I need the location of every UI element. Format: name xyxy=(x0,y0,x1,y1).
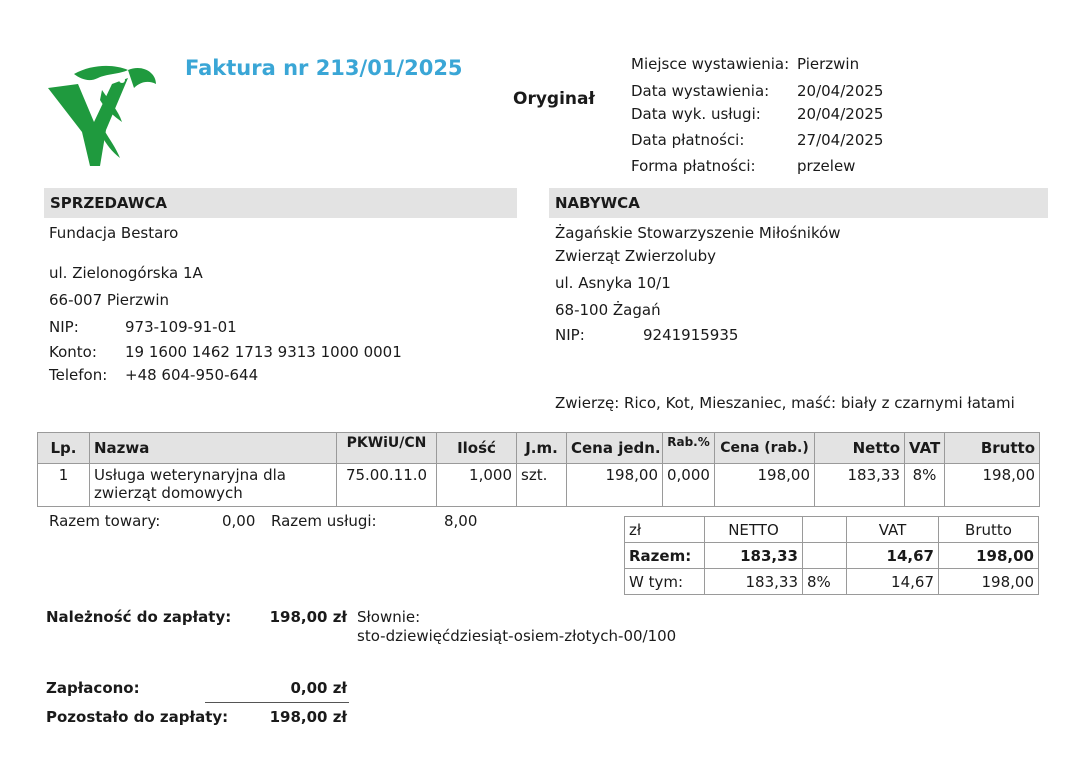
summary-breakdown-row xyxy=(625,569,1039,595)
col-net: Netto xyxy=(815,433,905,464)
col-gross: Brutto xyxy=(945,433,1040,464)
col-unit-price: Cena jedn. xyxy=(567,433,663,464)
buyer-name-line2: Zwierząt Zwierzoluby xyxy=(555,247,717,265)
summary-currency: zł xyxy=(625,517,705,543)
summary-total-row xyxy=(625,543,1039,569)
cell-net: 183,33 xyxy=(815,464,905,507)
cell-discount: 0,000 xyxy=(663,464,715,507)
summary-rate-header xyxy=(803,517,847,543)
animal-note: Zwierzę: Rico, Kot, Mieszaniec, maść: biały z czarnymi łatami xyxy=(555,394,1015,412)
cell-vat: 8% xyxy=(905,464,945,507)
summary-total-gross: 198,00 xyxy=(939,543,1039,569)
col-vat: VAT xyxy=(905,433,945,464)
vat-summary-table xyxy=(624,516,1039,595)
cell-unit: szt. xyxy=(517,464,567,507)
seller-city: 66-007 Pierzwin xyxy=(49,291,169,309)
col-price-discounted: Cena (rab.) xyxy=(715,433,815,464)
seller-name: Fundacja Bestaro xyxy=(49,224,179,242)
buyer-header: NABYWCA xyxy=(549,188,1048,218)
table-row xyxy=(38,464,1040,507)
summary-breakdown-vat: 14,67 xyxy=(847,569,939,595)
cell-gross: 198,00 xyxy=(945,464,1040,507)
amount-due-label: Należność do zapłaty: xyxy=(46,608,232,626)
col-lp: Lp. xyxy=(38,433,90,464)
seller-account: Konto: 19 1600 1462 1713 9313 1000 0001 xyxy=(49,343,402,361)
summary-total-vat: 14,67 xyxy=(847,543,939,569)
meta-row: Data wystawienia: 20/04/2025 xyxy=(631,82,884,100)
summary-breakdown-rate: 8% xyxy=(803,569,847,595)
buyer-city: 68-100 Żagań xyxy=(555,301,661,319)
seller-phone: Telefon: +48 604-950-644 xyxy=(49,366,259,384)
clinic-logo-icon xyxy=(44,60,160,166)
col-unit: J.m. xyxy=(517,433,567,464)
invoice-title: Faktura nr 213/01/2025 xyxy=(185,56,463,80)
cell-unit-price: 198,00 xyxy=(567,464,663,507)
summary-total-rate xyxy=(803,543,847,569)
goods-total-label: Razem towary: xyxy=(49,512,161,530)
cell-price-discounted: 198,00 xyxy=(715,464,815,507)
remaining-label: Pozostało do zapłaty: xyxy=(46,708,229,726)
meta-row: Data płatności: 27/04/2025 xyxy=(631,131,884,149)
services-total-value: 8,00 xyxy=(444,512,478,530)
col-discount: Rab.% xyxy=(663,433,715,464)
seller-header: SPRZEDAWCA xyxy=(44,188,517,218)
paid-value: 0,00 zł xyxy=(290,679,347,697)
col-pkwiu: PKWiU/CN xyxy=(337,433,437,464)
summary-total-label: Razem: xyxy=(625,543,705,569)
col-name: Nazwa xyxy=(90,433,337,464)
buyer-street: ul. Asnyka 10/1 xyxy=(555,274,671,292)
amount-words-label: Słownie: xyxy=(357,608,421,626)
seller-nip: NIP: 973-109-91-01 xyxy=(49,318,237,336)
summary-breakdown-gross: 198,00 xyxy=(939,569,1039,595)
col-qty: Ilość xyxy=(437,433,517,464)
summary-breakdown-net: 183,33 xyxy=(705,569,803,595)
amount-due-value: 198,00 zł xyxy=(269,608,347,626)
copy-label: Oryginał xyxy=(513,89,595,109)
amount-words-value: sto-dziewięćdziesiąt-osiem-złotych-00/100 xyxy=(357,627,677,645)
services-total-label: Razem usługi: xyxy=(271,512,377,530)
cell-qty: 1,000 xyxy=(437,464,517,507)
meta-row: Data wyk. usługi: 20/04/2025 xyxy=(631,105,884,123)
summary-breakdown-label: W tym: xyxy=(625,569,705,595)
summary-net-header: NETTO xyxy=(705,517,803,543)
paid-label: Zapłacono: xyxy=(46,679,140,697)
meta-row: Miejsce wystawienia: Pierzwin xyxy=(631,55,860,73)
paid-divider xyxy=(205,702,349,703)
buyer-name-line1: Żagańskie Stowarzyszenie Miłośników xyxy=(555,224,841,242)
summary-gross-header: Brutto xyxy=(939,517,1039,543)
items-header-row xyxy=(38,433,1040,464)
summary-vat-header: VAT xyxy=(847,517,939,543)
meta-row: Forma płatności: przelew xyxy=(631,157,856,175)
buyer-nip: NIP: 9241915935 xyxy=(555,326,739,344)
cell-pkwiu: 75.00.11.0 xyxy=(337,464,437,507)
cell-name: Usługa weterynaryjna dla zwierząt domowych xyxy=(90,464,337,507)
seller-street: ul. Zielonogórska 1A xyxy=(49,264,203,282)
goods-total-value: 0,00 xyxy=(222,512,256,530)
cell-lp: 1 xyxy=(38,464,90,507)
summary-total-net: 183,33 xyxy=(705,543,803,569)
items-table xyxy=(37,432,1040,507)
remaining-value: 198,00 zł xyxy=(269,708,347,726)
summary-header-row xyxy=(625,517,1039,543)
